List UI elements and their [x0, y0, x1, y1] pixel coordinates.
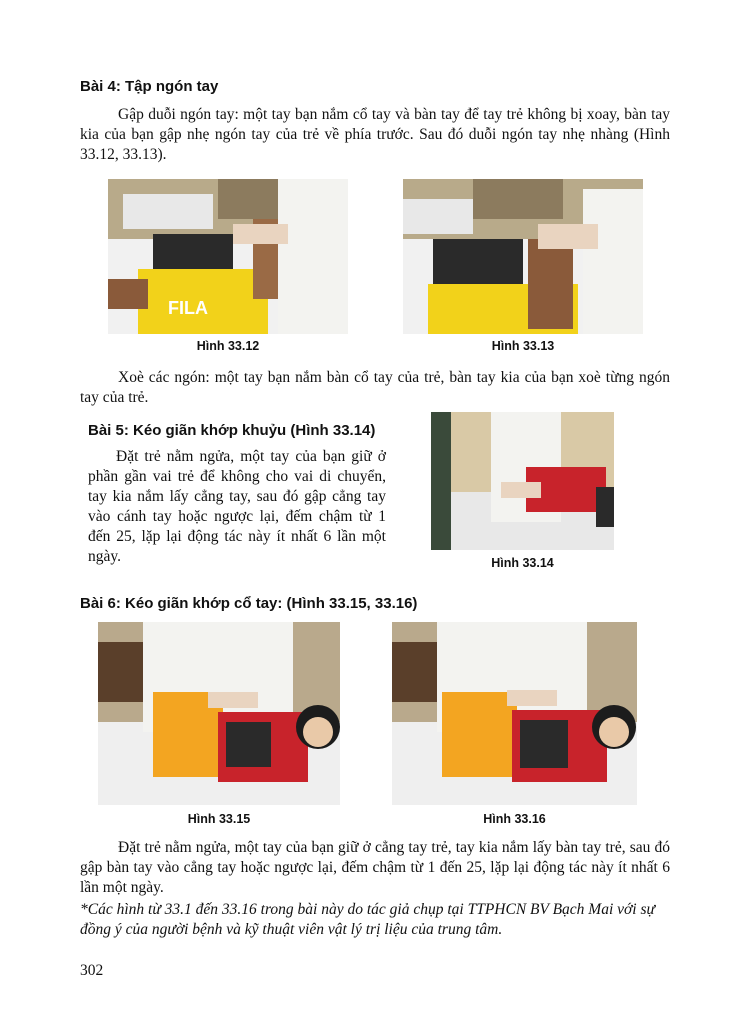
figure-33-13-photo	[403, 179, 643, 334]
section6-paragraph: Đặt trẻ nằm ngửa, một tay của bạn giữ ở cẳng tay trẻ, tay kia nắm lấy bàn tay trẻ, sau đó gập bàn tay vào cẳng tay hoặc ngược lại, đếm chậm từ 1 đến 25, lặp lại động tác này ít nhất 6 lần một ngày.	[80, 839, 670, 896]
section6-heading: Bài 6: Kéo giãn khớp cổ tay: (Hình 33.15, 33.16)	[80, 595, 418, 612]
section5-paragraph: Đặt trẻ nằm ngửa, một tay của bạn giữ ở phần gần vai trẻ để không cho vai di chuyển, tay kia nắm lấy cẳng tay, sau đó gập cẳng tay vào cánh tay hoặc ngược lại, đếm chậm từ 1 đến 25, lặp lại động tác này ít nhất 6 lần một ngày.	[88, 448, 386, 565]
section4-paragraph-2: Xoè các ngón: một tay bạn nắm bàn cổ tay của trẻ, bàn tay kia của bạn xoè từng ngón tay của trẻ.	[80, 369, 670, 406]
figure-33-14-photo	[431, 412, 614, 550]
figure-33-15-photo	[98, 622, 340, 805]
figure-33-16-caption: Hình 33.16	[483, 812, 546, 826]
svg-text:FILA: FILA	[168, 298, 208, 318]
figure-33-12-caption: Hình 33.12	[196, 339, 260, 353]
section5-heading: Bài 5: Kéo giãn khớp khuỷu (Hình 33.14)	[88, 422, 376, 439]
page-number: 302	[80, 962, 104, 979]
figure-33-14-caption: Hình 33.14	[491, 556, 554, 570]
figure-33-13-caption: Hình 33.13	[491, 339, 555, 353]
figure-33-16-photo	[392, 622, 637, 805]
footnote: *Các hình từ 33.1 đến 33.16 trong bài này do tác giả chụp tại TTPHCN BV Bạch Mai với sự đồng ý của người bệnh và kỹ thuật viên vật lý trị liệu của trung tâm.	[80, 901, 655, 938]
figure-33-15-caption: Hình 33.15	[187, 812, 251, 826]
section4-paragraph: Gập duỗi ngón tay: một tay bạn nắm cổ tay và bàn tay để tay trẻ không bị xoay, bàn tay kia của bạn gập nhẹ ngón tay của trẻ về phía trước. Sau đó duỗi ngón tay nhẹ nhàng (Hình 33.12, 33.13).	[80, 106, 670, 163]
section4-heading: Bài 4: Tập ngón tay	[80, 78, 219, 95]
figure-33-12-photo	[108, 179, 348, 334]
